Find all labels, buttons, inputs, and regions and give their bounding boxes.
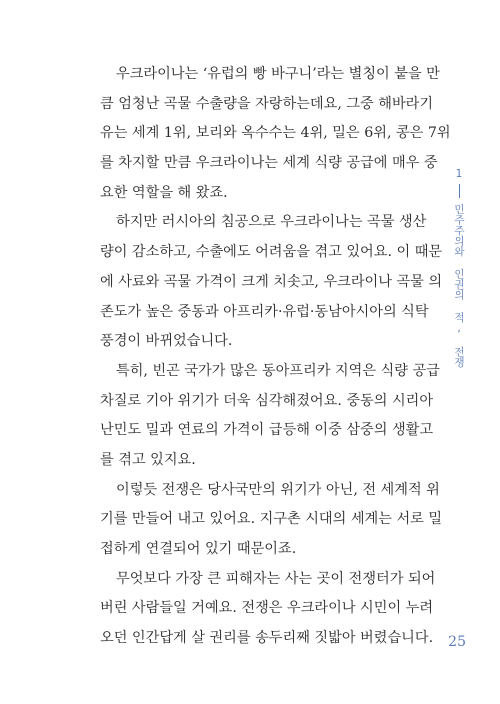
paragraph-1 [100, 60, 451, 208]
page-number: 25 [448, 634, 466, 650]
chapter-number: 1 [455, 168, 463, 180]
text-line: 풍경이 바뀌었습니다. [100, 333, 233, 350]
text-line: 에 사료와 곡물 가격이 크게 치솟고, 우크라이나 곡물 의 [100, 273, 443, 290]
text-line: 유는 세계 1위, 보리와 옥수수는 4위, 밀은 6위, 콩은 7위 [100, 125, 451, 142]
text-line: 접하게 연결되어 있기 때문이죠. [100, 541, 297, 557]
text-line: 큼 엄청난 곡물 수출량을 자랑하는데요, 그중 해바라기 [100, 95, 434, 112]
text-line: 오던 인간답게 살 권리를 송두리째 짓밟아 버렸습니다. [100, 630, 434, 647]
paragraph-2 [100, 208, 443, 356]
text-line: 를 차지할 만큼 우크라이나는 세계 식량 공급에 매우 중 [100, 155, 438, 172]
text-line: 존도가 높은 중동과 아프리카·유럽·동남아시아의 식탁 [100, 303, 429, 320]
text-line: 기를 만들어 내고 있어요. 지구촌 시대의 세계는 서로 밀 [100, 511, 443, 528]
text-line: 난민도 밀과 연료의 가격이 급등해 이중 삼중의 생활고 [100, 422, 434, 439]
text-line: 를 겪고 있지요. [100, 451, 196, 468]
text-line: 무엇보다 가장 큰 피해자는 사는 곳이 전쟁터가 되어 [116, 570, 436, 587]
text-line: 버린 사람들일 거예요. 전쟁은 우크라이나 시민이 누려 [100, 600, 434, 617]
chapter-divider [459, 184, 460, 198]
text-line: 우크라이나는 ‘유럽의 빵 바구니’라는 별칭이 붙을 만 [116, 66, 440, 82]
paragraph-4 [100, 476, 443, 565]
chapter-title: 민주주의와 인권의 적, 전쟁 [453, 204, 465, 368]
running-header [450, 168, 468, 368]
paragraph-5 [100, 565, 436, 654]
text-line: 량이 감소하고, 수출에도 어려움을 겪고 있어요. 이 때문 [100, 244, 443, 261]
paragraph-3 [100, 357, 440, 476]
body-text [100, 60, 451, 654]
text-line: 차질로 기아 위기가 더욱 심각해졌어요. 중동의 시리아 [100, 392, 434, 409]
text-line: 특히, 빈곤 국가가 많은 동아프리카 지역은 식량 공급 [116, 362, 440, 379]
text-line: 요한 역할을 해 왔죠. [100, 184, 228, 201]
text-line: 이렇듯 전쟁은 당사국만의 위기가 아닌, 전 세계적 위 [116, 481, 440, 498]
text-line: 하지만 러시아의 침공으로 우크라이나는 곡물 생산 [116, 214, 427, 231]
